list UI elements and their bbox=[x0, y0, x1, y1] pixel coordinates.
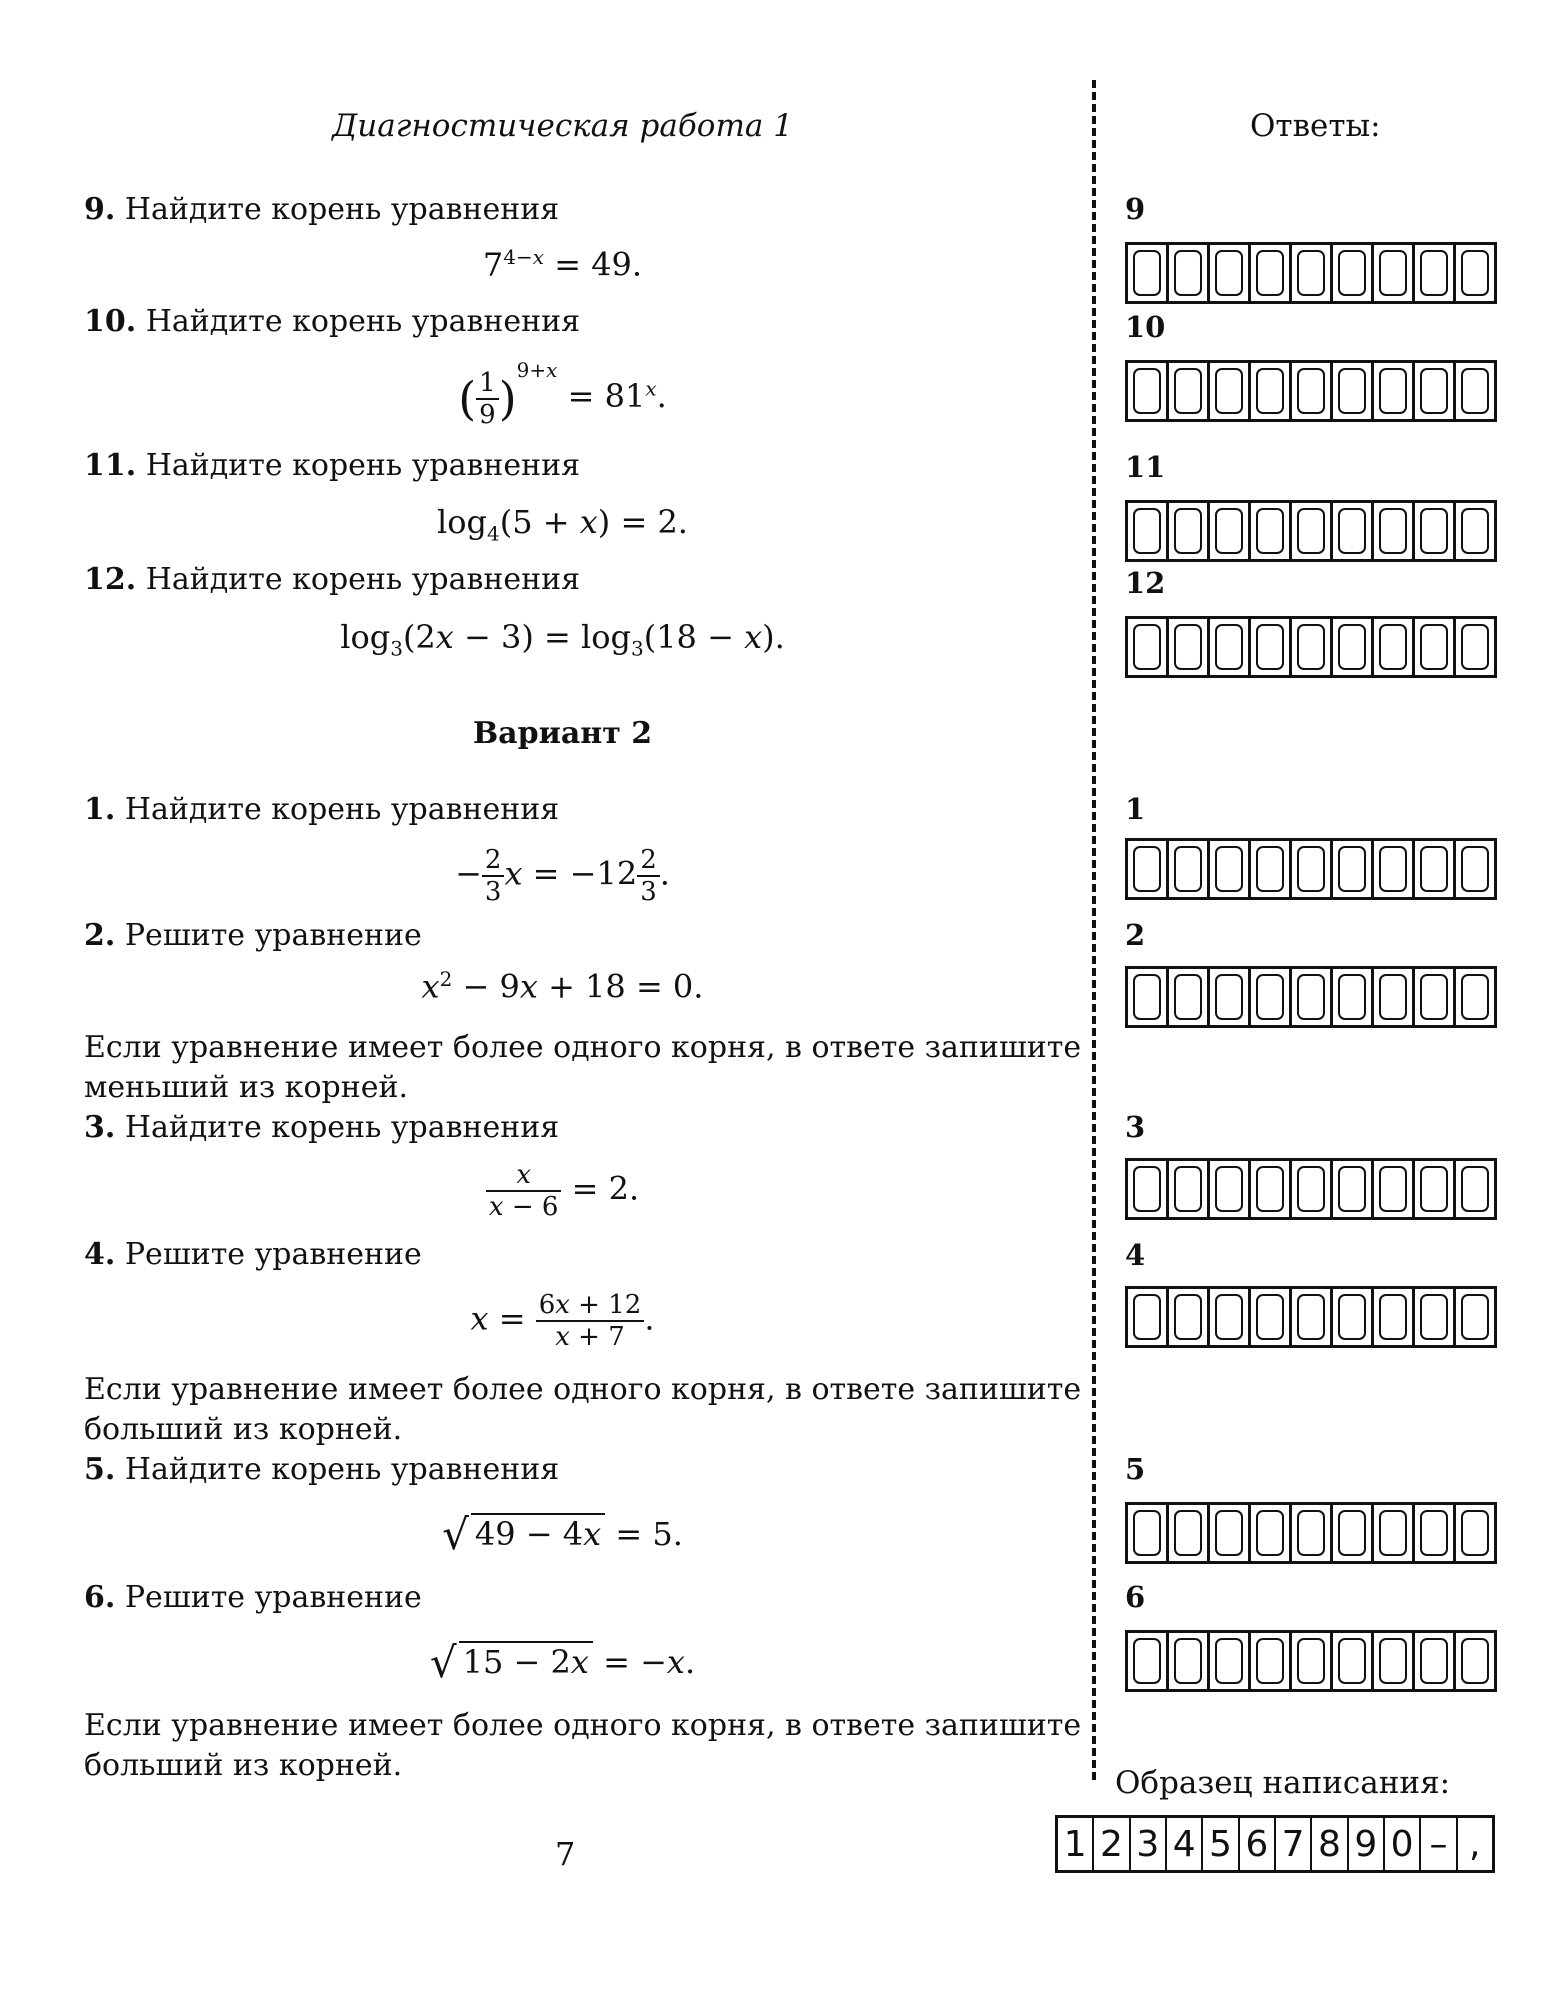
equation-12: $\log_3(2x - 3) = \log_3(18 - x)$. bbox=[340, 618, 785, 661]
sample-char: 9 bbox=[1349, 1818, 1385, 1870]
v2-problem-4: 4. Решите уравнение bbox=[84, 1237, 422, 1272]
page-header: Диагностическая работа 1 bbox=[332, 108, 793, 144]
v2-note-6: Если уравнение имеет более одного корня, в ответе запишите больший из корней. bbox=[84, 1708, 1082, 1783]
problem-11: 11. Найдите корень уравнения bbox=[84, 448, 581, 483]
v2-answer-grid-3[interactable] bbox=[1125, 1158, 1497, 1220]
v2-problem-1: 1. Найдите корень уравнения bbox=[84, 792, 560, 827]
answers-title: Ответы: bbox=[1250, 108, 1381, 144]
v2-equation-5: √ 49 − 4x = 5. bbox=[442, 1510, 683, 1559]
v2-problem-2: 2. Решите уравнение bbox=[84, 918, 422, 953]
v2-answer-grid-1[interactable] bbox=[1125, 838, 1497, 900]
sample-char: 7 bbox=[1276, 1818, 1312, 1870]
equation-9: $7^{4-x} = 49$. bbox=[482, 245, 643, 284]
problem-12: 12. Найдите корень уравнения bbox=[84, 562, 581, 597]
v2-answer-label-4: 4 bbox=[1125, 1238, 1146, 1272]
sample-label: Образец написания: bbox=[1115, 1765, 1451, 1801]
v2-equation-2: $x^2 - 9x + 18 = 0$. bbox=[421, 967, 704, 1006]
page-number: 7 bbox=[555, 1835, 576, 1873]
sample-char: 8 bbox=[1312, 1818, 1348, 1870]
v2-problem-6: 6. Решите уравнение bbox=[84, 1580, 422, 1615]
sample-char: 0 bbox=[1385, 1818, 1421, 1870]
equation-10: ( $\frac{1}{9}$ )$^{9+x} = 81^x$. bbox=[458, 358, 667, 430]
problem-9: 9. Найдите корень уравнения bbox=[84, 192, 560, 227]
answer-grid-12[interactable] bbox=[1125, 616, 1497, 678]
sample-char: 6 bbox=[1240, 1818, 1276, 1870]
answer-label-11: 11 bbox=[1125, 450, 1166, 484]
answer-grid-11[interactable] bbox=[1125, 500, 1497, 562]
v2-problem-3: 3. Найдите корень уравнения bbox=[84, 1110, 560, 1145]
sample-char: , bbox=[1469, 1823, 1481, 1865]
sample-char: 1 bbox=[1058, 1818, 1094, 1870]
v2-note-2: Если уравнение имеет более одного корня, в ответе запишите меньший из корней. bbox=[84, 1030, 1082, 1105]
sample-char: 3 bbox=[1131, 1818, 1167, 1870]
v2-equation-1: − $\frac{2}{3}$ x = −12 $\frac{2}{3}$ . bbox=[455, 845, 670, 907]
v2-answer-grid-5[interactable] bbox=[1125, 1502, 1497, 1564]
v2-equation-3: $\frac{x}{x - 6}$ = 2. bbox=[0, 1160, 1125, 1222]
variant-heading: Вариант 2 bbox=[472, 716, 653, 751]
v2-note-4: Если уравнение имеет более одного корня, в ответе запишите больший из корней. bbox=[84, 1372, 1082, 1447]
v2-answer-grid-4[interactable] bbox=[1125, 1286, 1497, 1348]
answer-grid-9[interactable] bbox=[1125, 242, 1497, 304]
sample-char: 2 bbox=[1094, 1818, 1130, 1870]
v2-equation-6: √ 15 − 2x = −x. bbox=[429, 1638, 696, 1687]
sample-char: – bbox=[1421, 1818, 1457, 1870]
problem-10: 10. Найдите корень уравнения bbox=[84, 304, 581, 339]
sample-char: 5 bbox=[1203, 1818, 1239, 1870]
v2-answer-label-6: 6 bbox=[1125, 1580, 1146, 1614]
v2-problem-5: 5. Найдите корень уравнения bbox=[84, 1452, 560, 1487]
answer-label-9: 9 bbox=[1125, 192, 1146, 226]
answer-label-10: 10 bbox=[1125, 310, 1166, 344]
v2-answer-label-2: 2 bbox=[1125, 918, 1146, 952]
v2-answer-label-5: 5 bbox=[1125, 1452, 1146, 1486]
answer-grid-10[interactable] bbox=[1125, 360, 1497, 422]
v2-answer-grid-2[interactable] bbox=[1125, 966, 1497, 1028]
sample-char: 4 bbox=[1167, 1818, 1203, 1870]
sample-digits bbox=[1055, 1815, 1495, 1873]
v2-answer-grid-6[interactable] bbox=[1125, 1630, 1497, 1692]
equation-11: $\log_4(5 + x) = 2$. bbox=[437, 503, 688, 546]
answer-label-12: 12 bbox=[1125, 566, 1166, 600]
v2-answer-label-3: 3 bbox=[1125, 1110, 1146, 1144]
v2-answer-label-1: 1 bbox=[1125, 792, 1146, 826]
v2-equation-4: x = $\frac{6x + 12}{x + 7}$ . bbox=[470, 1290, 655, 1352]
